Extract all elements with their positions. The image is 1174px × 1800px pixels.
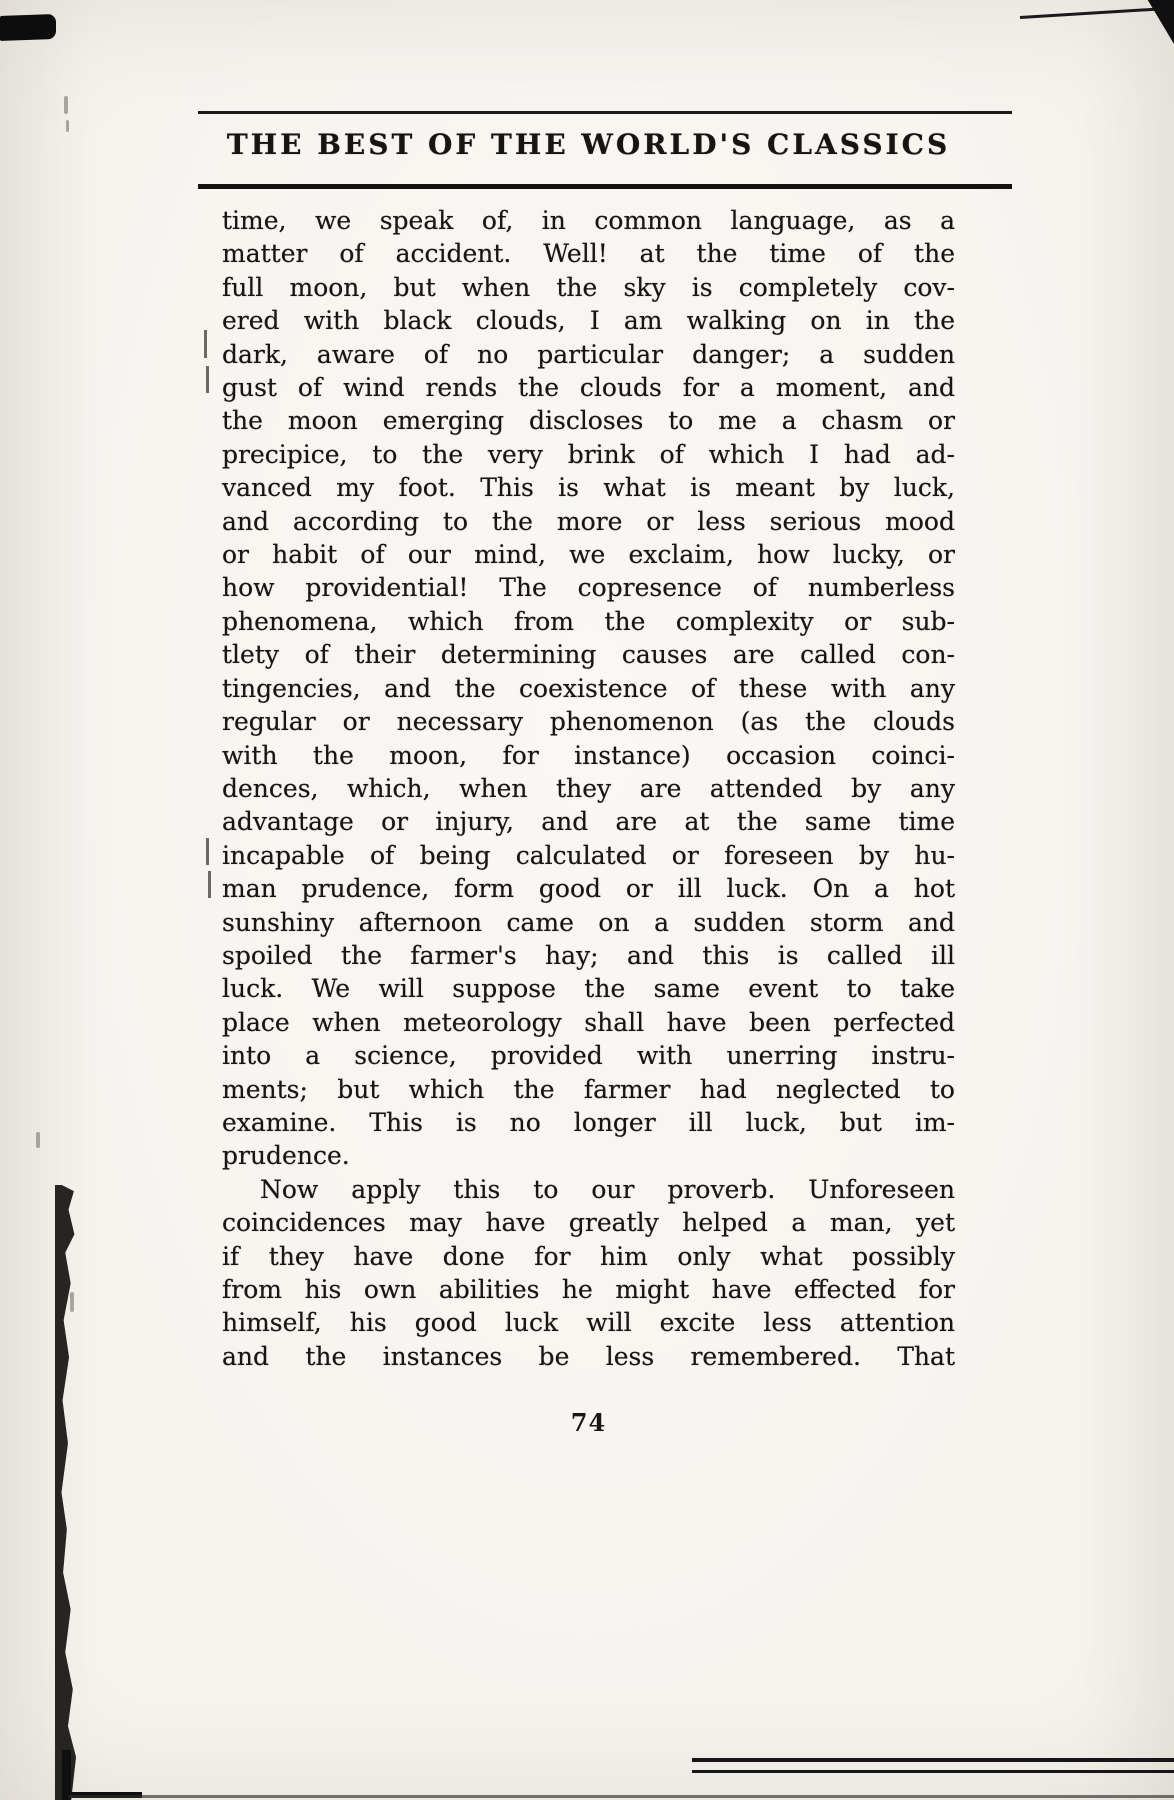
text-line: spoiled the farmer's hay; and this is called ill (222, 940, 955, 970)
margin-tick-mark (208, 871, 211, 898)
text-line: tingencies, and the coexistence of these with any (222, 673, 955, 703)
scan-mark-top-right-line (1020, 7, 1174, 19)
text-line: with the moon, for instance) occasion coinci- (222, 740, 955, 770)
text-line: coincidences may have greatly helped a man, yet (222, 1208, 955, 1238)
scan-mark-top-left (0, 14, 56, 41)
paragraph (222, 204, 955, 1173)
text-line: or habit of our mind, we exclaim, how lucky, or (222, 540, 955, 570)
text-line: sunshiny afternoon came on a sudden storm and (222, 907, 955, 937)
text-line: advantage or injury, and are at the same time (222, 807, 955, 837)
header-rule-bottom (198, 184, 1012, 189)
text-line: phenomena, which from the complexity or sub- (222, 606, 955, 636)
text-line: dark, aware of no particular danger; a sudden (222, 339, 955, 369)
margin-tick-mark (206, 838, 209, 865)
text-line: place when meteorology shall have been perfected (222, 1007, 955, 1037)
text-line: precipice, to the very brink of which I had ad- (222, 439, 955, 469)
text-line: prudence. (222, 1141, 350, 1171)
scan-speck (64, 96, 68, 114)
text-line: tlety of their determining causes are called con- (222, 640, 955, 670)
text-line: regular or necessary phenomenon (as the clouds (222, 707, 955, 737)
text-line: dences, which, when they are attended by any (222, 773, 955, 803)
text-line: and according to the more or less serious mood (222, 506, 955, 536)
text-line: vanced my foot. This is what is meant by luck, (222, 473, 955, 503)
margin-tick-mark (204, 330, 207, 358)
margin-tick-mark (206, 366, 209, 393)
scan-speck (70, 1292, 74, 1312)
text-line: if they have done for him only what possibly (222, 1241, 955, 1271)
text-line: examine. This is no longer ill luck, but im- (222, 1107, 955, 1137)
text-line: man prudence, form good or ill luck. On a hot (222, 874, 955, 904)
text-line: and the instances be less remembered. That (222, 1341, 955, 1371)
text-line: matter of accident. Well! at the time of the (222, 239, 955, 269)
text-line: gust of wind rends the clouds for a moment, and (222, 373, 955, 403)
running-header: THE BEST OF THE WORLD'S CLASSICS (226, 128, 951, 161)
scan-blotch-left-edge (55, 1185, 82, 1800)
page-number: 74 (570, 1408, 607, 1437)
text-line: how providential! The copresence of numberless (222, 573, 955, 603)
scan-bottom-double-rule (692, 1758, 1174, 1762)
text-line: the moon emerging discloses to me a chasm or (222, 406, 955, 436)
body-text (222, 204, 955, 1373)
scan-bottom-double-rule (692, 1770, 1174, 1773)
paragraph (222, 1173, 955, 1373)
scan-speck (66, 120, 69, 132)
scan-speck (36, 1132, 40, 1148)
scan-mark-top-right-wedge (1142, 0, 1174, 44)
text-line: time, we speak of, in common language, as a (222, 206, 955, 235)
text-line: Now apply this to our proverb. Unforeseen (260, 1174, 955, 1204)
scan-bottom-edge-line (68, 1795, 1174, 1798)
header-rule-top (198, 111, 1012, 114)
text-line: himself, his good luck will excite less attention (222, 1308, 955, 1338)
text-line: luck. We will suppose the same event to take (222, 974, 955, 1004)
text-line: full moon, but when the sky is completely cov- (222, 272, 955, 302)
text-line: from his own abilities he might have effected for (222, 1275, 955, 1304)
text-line: ered with black clouds, I am walking on in the (222, 306, 955, 336)
text-line: into a science, provided with unerring instru- (222, 1041, 955, 1071)
text-line: ments; but which the farmer had neglected to (222, 1074, 955, 1104)
text-line: incapable of being calculated or foreseen by hu- (222, 840, 955, 870)
